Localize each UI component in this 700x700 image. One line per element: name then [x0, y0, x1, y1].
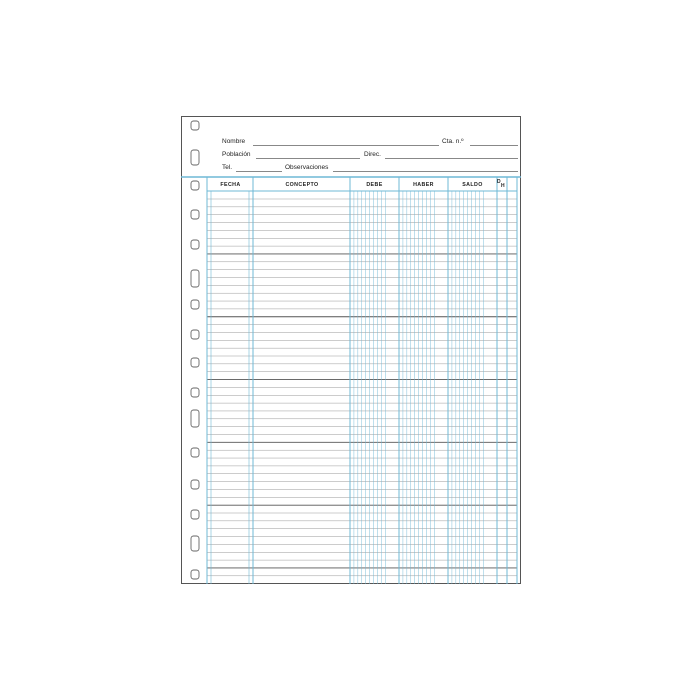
binder-hole: [191, 570, 199, 579]
binder-hole: [191, 150, 199, 165]
direc-label: Direc.: [364, 151, 381, 158]
dh-bottom: H: [501, 183, 505, 189]
column-header-fecha: FECHA: [220, 182, 241, 188]
cta-label: Cta. n.º: [442, 138, 464, 145]
binder-hole: [191, 270, 199, 287]
binder-hole: [191, 358, 199, 367]
column-header-concepto: CONCEPTO: [285, 182, 319, 188]
dh-top: D: [497, 179, 501, 185]
binder-hole: [191, 300, 199, 309]
column-header-saldo: SALDO: [462, 182, 483, 188]
nombre-label: Nombre: [222, 138, 246, 145]
binder-hole: [191, 510, 199, 519]
binder-hole: [191, 536, 199, 551]
binder-hole: [191, 410, 199, 427]
binder-hole: [191, 240, 199, 249]
observaciones-label: Observaciones: [285, 164, 329, 171]
tel-label: Tel.: [222, 164, 233, 171]
column-header-dh: [497, 180, 507, 190]
binder-hole: [191, 121, 199, 130]
poblacion-label: Población: [222, 151, 251, 158]
binder-hole: [191, 210, 199, 219]
column-header-debe: DEBE: [366, 182, 383, 188]
binder-hole: [191, 330, 199, 339]
column-header-haber: HABER: [413, 182, 434, 188]
binder-hole: [191, 448, 199, 457]
binder-hole: [191, 480, 199, 489]
binder-hole: [191, 181, 199, 190]
binder-hole: [191, 388, 199, 397]
